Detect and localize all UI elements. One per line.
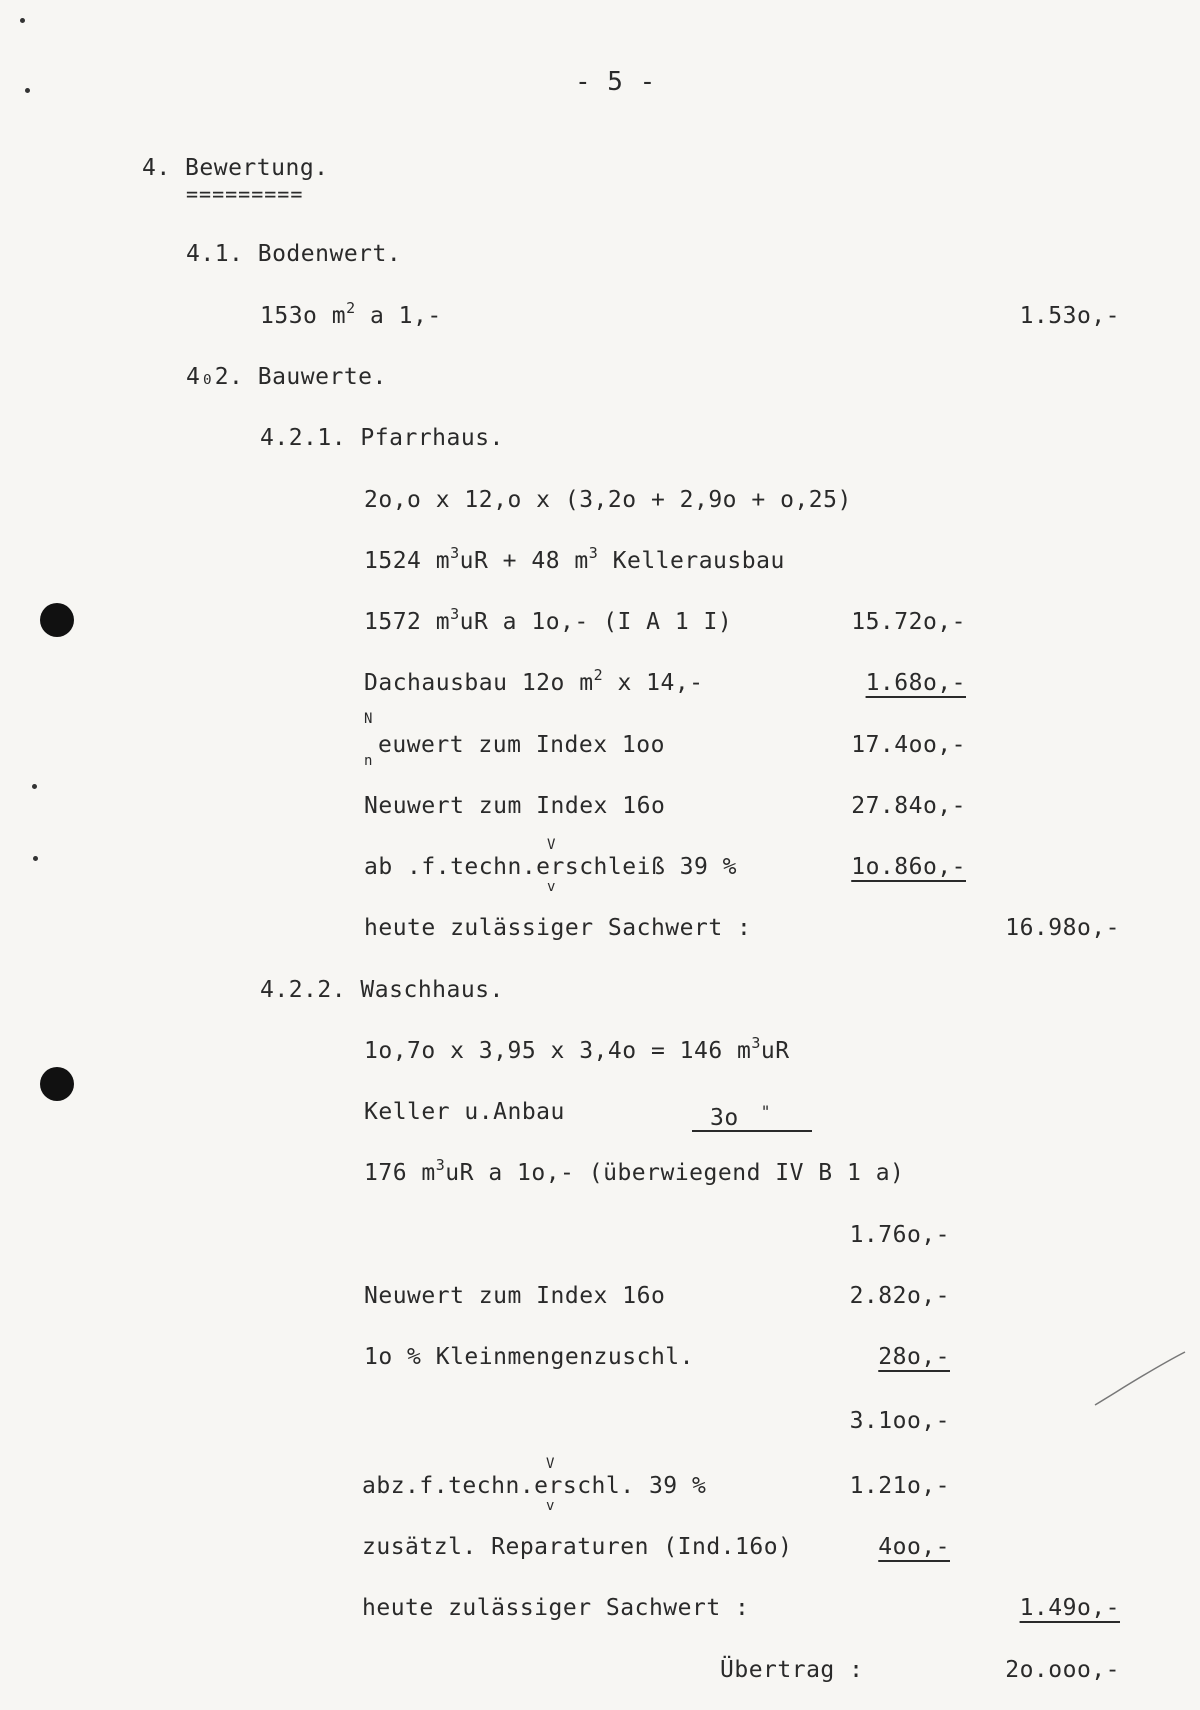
subsection-title-waschhaus: 4.2.2. Waschhaus. [260,977,504,1003]
ditto-mark: " [760,1102,771,1121]
pfarrhaus-rate-amount: 15.72o,- [851,609,966,635]
waschhaus-subtotal-2: 3.1oo,- [849,1408,950,1434]
waschhaus-dimensions [364,1034,790,1065]
pfarrhaus-sachwert-amount: 16.98o,- [1005,915,1120,941]
uebertrag-label: Übertrag : [720,1657,864,1683]
waschhaus-abschreibung [362,1472,706,1500]
superscript: 2 [593,666,604,684]
neuwert-mark-top: N [364,711,373,727]
speck [25,88,30,93]
text-part: erschl. 39 % [534,1473,707,1499]
superscript: 3 [588,544,599,562]
correction-mark-top: V [546,1456,555,1472]
correction-mark-bottom: v [547,879,556,895]
waschhaus-neuwert-160: Neuwert zum Index 16o [364,1283,666,1309]
pfarrhaus-volume [364,544,785,575]
correction-mark-top: V [547,837,556,853]
uebertrag-amount: 2o.ooo,- [1005,1657,1120,1683]
pfarrhaus-abschreibung-amount: 1o.86o,- [851,854,966,880]
superscript: 2 [346,299,356,317]
text-part: 1524 m [364,548,451,574]
neuwert-mark-bottom: n [364,753,373,769]
section-title: 4. Bewertung. [142,155,329,181]
punch-hole-lower [40,1067,74,1101]
superscript: 3 [450,605,460,623]
speck [20,18,25,23]
speck [32,784,37,789]
pfarrhaus-dachausbau [364,666,704,697]
waschhaus-rate-line [364,1156,905,1187]
section-title-rule: ========= [186,182,304,206]
pfarrhaus-neuwert-100-amount: 17.4oo,- [851,732,966,758]
pfarrhaus-neuwert-100: euwert zum Index 1oo [378,732,665,758]
waschhaus-kleinmengen-amount: 28o,- [878,1344,950,1370]
page-number: - 5 - [575,67,656,97]
punch-hole-upper [40,603,74,637]
speck [33,856,38,861]
text-part: Dachausbau 12o m [364,670,594,696]
bodenwert-calc [260,299,442,330]
bodenwert-rate: a 1,- [355,303,442,329]
subsection-title-bauwerte: 4₀2. Bauwerte. [186,364,387,390]
waschhaus-reparaturen: zusätzl. Reparaturen (Ind.16o) [362,1534,793,1560]
waschhaus-keller-value [692,1098,812,1132]
waschhaus-neuwert-160-amount: 2.82o,- [849,1283,950,1309]
text-part: uR + 48 m [459,548,589,574]
text-part: abz.f.techn. [362,1473,535,1499]
text-part: 1572 m [364,609,451,635]
subsection-title-bodenwert: 4.1. Bodenwert. [186,241,402,267]
waschhaus-subtotal-1: 1.76o,- [849,1222,950,1248]
bodenwert-area: 153o m [260,303,347,329]
pfarrhaus-neuwert-160-amount: 27.84o,- [851,793,966,819]
pfarrhaus-abschreibung [364,853,737,881]
pfarrhaus-rate-line [364,605,733,636]
pfarrhaus-dachausbau-amount: 1.68o,- [865,670,966,696]
pencil-stroke [1090,1350,1190,1410]
text-part: Kellerausbau [598,548,785,574]
text-part: 176 m [364,1160,436,1186]
text-part: 1o,7o x 3,95 x 3,4o = 146 m [364,1038,752,1064]
text-part: uR a 1o,- (überwiegend IV B 1 a) [445,1160,905,1186]
waschhaus-sachwert-amount: 1.49o,- [1019,1595,1120,1621]
bodenwert-amount: 1.53o,- [1019,303,1120,329]
correction-mark-bottom: v [546,1498,555,1514]
pfarrhaus-neuwert-160: Neuwert zum Index 16o [364,793,666,819]
pfarrhaus-dimensions: 2o,o x 12,o x (3,2o + 2,9o + o,25) [364,487,852,513]
waschhaus-abschreibung-amount: 1.21o,- [849,1473,950,1499]
text-part: uR [760,1038,790,1064]
superscript: 3 [435,1156,446,1174]
text-part: uR a 1o,- (I A 1 I) [459,609,733,635]
superscript: 3 [751,1034,761,1052]
text-part: ab .f.techn. [364,854,537,880]
waschhaus-keller-label: Keller u.Anbau [364,1099,565,1125]
subsection-title-pfarrhaus: 4.2.1. Pfarrhaus. [260,425,504,451]
text-part: x 14,- [603,670,704,696]
waschhaus-reparaturen-amount: 4oo,- [878,1534,950,1560]
keller-number: 3o [710,1105,739,1131]
waschhaus-sachwert-label: heute zulässiger Sachwert : [362,1595,750,1621]
pfarrhaus-sachwert-label: heute zulässiger Sachwert : [364,915,752,941]
superscript: 3 [450,544,460,562]
waschhaus-kleinmengen: 1o % Kleinmengenzuschl. [364,1344,694,1370]
text-part: erschleiß 39 % [536,854,738,880]
